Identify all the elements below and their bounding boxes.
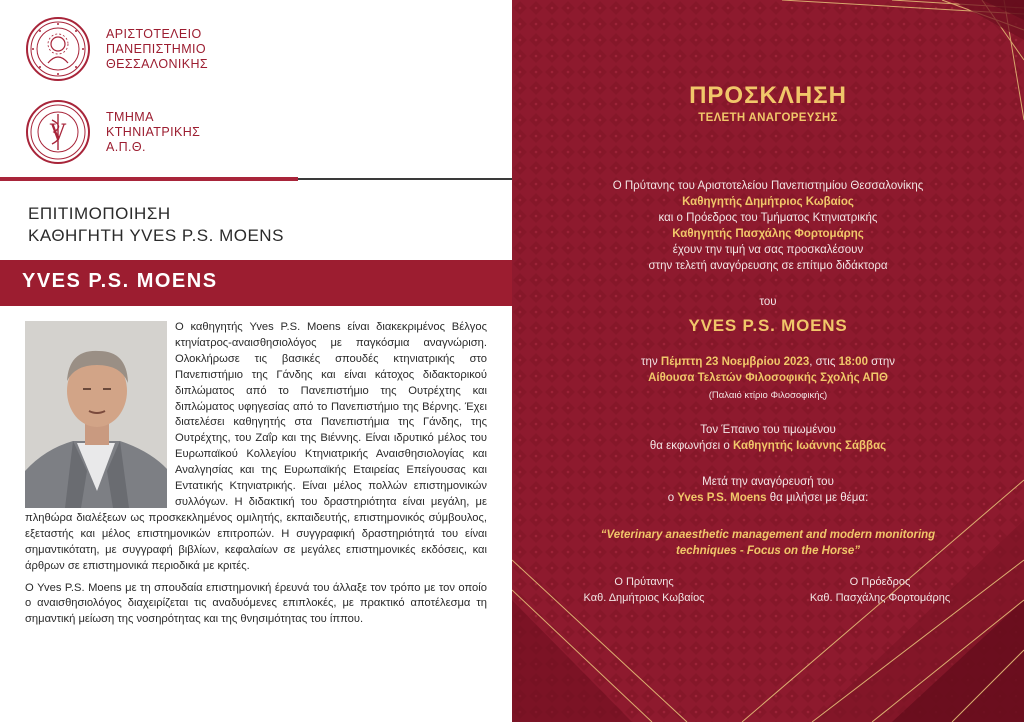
university-name-line: ΠΑΝΕΠΙΣΤΗΜΙΟ xyxy=(106,41,207,56)
signature-role: Ο Πρύτανης xyxy=(614,576,674,588)
department-name xyxy=(106,110,200,155)
invitation-content xyxy=(512,0,1024,722)
date-text: στην xyxy=(867,356,895,368)
speaker-name: Yves P.S. Moens xyxy=(677,492,767,504)
biography xyxy=(25,320,487,634)
biography-paragraph: Ο καθηγητής Yves P.S. Moens είναι διακεκριμένος Βέλγος κτηνίατρος-αναισθησιολόγος με παγκόσμια αναγνώριση. Ολοκλήρωσε τις βασικές σπουδές κτηνιατρικής στο Πανεπιστήμιο της Γάνδης και είναι κάτοχος διδακτορικού διπλώματος από το Πανεπιστήμιο της Ουτρέχτης και διπλώματος υφηγεσίας από το Πανεπιστήμιο της Βέρνης. Έχει διατελέσει καθηγητής στα Πανεπιστήμια της Γάνδης, της Ουτρέχτης, του Ζαΐρ και της Βιέννης. Είναι ιδρυτικό μέλος του Ευρωπαϊκού Κολλεγίου Κτηνιατρικής Αναισθησιολογίας και Αναλγησίας και της Ευρωπαϊκής Εταιρείας Επείγουσας και Εντατικής Κτηνιατρικής. Είναι μέλος πολλών επιστημονικών συλλόγων. Η διδακτική του δραστηριότητα είναι μεγάλη, με πληθώρα διαλέξεων ως προσκεκλημένος ομιλητής, εκπαιδευτής, επιστημονικός σύμβουλος, εξεταστής και μέλος επιστημονικών επιτροπών. Η συγγραφική δραστηριότητά του είναι σημαντικότατη, με συγγραφή βιβλίων, κεφαλαίων σε μεγάλες επιστημονικές εκδόσεις, και άρθρων σε επιστημονικά περιοδικά με κριτές. xyxy=(25,321,487,572)
invitation-line: και ο Πρόεδρος του Τμήματος Κτηνιατρικής xyxy=(658,212,878,224)
signature-name: Καθ. Δημήτριος Κωβαίος xyxy=(583,592,705,604)
after-text: θα μιλήσει με θέμα: xyxy=(766,492,869,504)
after-text: ο xyxy=(667,492,678,504)
department-seal-letter: V xyxy=(50,121,66,146)
divider-dark xyxy=(298,178,512,180)
department-seal-icon xyxy=(26,100,90,164)
praise-speaker: Καθηγητής Ιωάννης Σάββας xyxy=(732,440,887,452)
talk-title-line: “Veterinary anaesthetic management and modern monitoring xyxy=(600,529,936,541)
talk-title xyxy=(512,527,1024,559)
name-bar-text: YVES P.S. MOENS xyxy=(22,270,218,292)
university-name-line: ΘΕΣΣΑΛΟΝΙΚΗΣ xyxy=(106,56,209,71)
divider-red xyxy=(0,177,298,181)
rector-name: Καθηγητής Δημήτριος Κωβαίος xyxy=(682,196,854,208)
speaker-line xyxy=(512,490,1024,506)
invitation-title: ΠΡΟΣΚΛΗΣΗ xyxy=(689,82,847,109)
praise-line: Τον Έπαινο του τιμωμένου xyxy=(700,424,836,436)
university-seal-icon xyxy=(26,17,90,81)
date-line xyxy=(512,354,1024,370)
invitation-line: του xyxy=(759,296,777,308)
biography-paragraph: Ο Yves P.S. Moens με τη σπουδαία επιστημονική έρευνά του άλλαξε τον τρόπο με τον οποίο ο αναισθησιολόγος διαχειρίζεται τις αναδυόμενες επιπλοκές, με πρακτικό αποτέλεσμα τη σημαντική μείωση της νοσηρότητας και της θνησιμότητας του ίππου. xyxy=(25,581,487,626)
right-panel xyxy=(512,0,1024,722)
signature-rector xyxy=(534,574,754,606)
invitation-subtitle: ΤΕΛΕΤΗ ΑΝΑΓΟΡΕΥΣΗΣ xyxy=(698,112,838,124)
university-name-line: ΑΡΙΣΤΟΤΕΛΕΙΟ xyxy=(106,26,202,41)
signature-name: Καθ. Πασχάλης Φορτομάρης xyxy=(809,592,951,604)
praise-text: θα εκφωνήσει ο xyxy=(649,440,733,452)
honoree-name: YVES P.S. MOENS xyxy=(688,316,848,335)
signature-role: Ο Πρόεδρος xyxy=(849,576,911,588)
department-name-line: ΤΜΗΜΑ xyxy=(106,109,154,124)
honor-title xyxy=(28,203,284,247)
honor-title-line: ΚΑΘΗΓΗΤΗ YVES P.S. MOENS xyxy=(28,226,284,245)
university-name xyxy=(106,27,208,72)
venue: Αίθουσα Τελετών Φιλοσοφικής Σχολής ΑΠΘ xyxy=(648,372,888,384)
invitation-line: στην τελετή αναγόρευσης σε επίτιμο διδάκτορα xyxy=(648,260,888,272)
date-text: , στις xyxy=(809,356,839,368)
photo-spacer xyxy=(25,320,175,510)
invitation-line: έχουν την τιμή να σας προσκαλέσουν xyxy=(672,244,864,256)
event-date: Πέμπτη 23 Νοεμβρίου 2023 xyxy=(660,356,810,368)
invitation-line: Ο Πρύτανης του Αριστοτελείου Πανεπιστημίου Θεσσαλονίκης xyxy=(612,180,924,192)
department-name-line: Α.Π.Θ. xyxy=(106,139,146,154)
signature-president xyxy=(770,574,990,606)
praise-speaker-line xyxy=(512,438,1024,454)
department-logo xyxy=(26,100,200,164)
event-time: 18:00 xyxy=(838,356,868,368)
name-bar xyxy=(0,260,512,306)
university-logo xyxy=(26,17,208,81)
honor-title-line: ΕΠΙΤΙΜΟΠΟΙΗΣΗ xyxy=(28,204,171,223)
president-name: Καθηγητής Πασχάλης Φορτομάρης xyxy=(672,228,864,240)
department-name-line: ΚΤΗΝΙΑΤΡΙΚΗΣ xyxy=(106,124,201,139)
after-line: Μετά την αναγόρευσή του xyxy=(702,476,834,488)
talk-title-line: techniques - Focus on the Horse” xyxy=(675,545,861,557)
venue-note: (Παλαιό κτίριο Φιλοσοφικής) xyxy=(708,390,828,401)
date-text: την xyxy=(641,356,661,368)
